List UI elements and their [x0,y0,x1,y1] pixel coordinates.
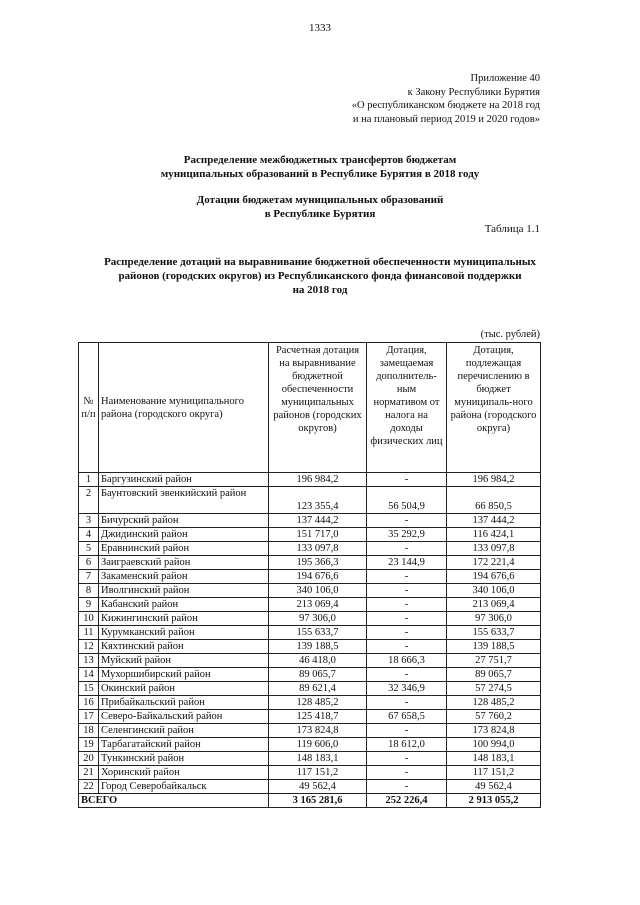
row-replaced-subsidy: - [367,696,447,710]
row-estimated-subsidy: 117 151,2 [269,766,367,780]
table-body [79,473,541,794]
total-label: ВСЕГО [79,794,269,808]
table-row [79,528,541,542]
row-estimated-subsidy: 128 485,2 [269,696,367,710]
row-number: 15 [79,682,99,696]
row-estimated-subsidy: 148 183,1 [269,752,367,766]
table-row [79,598,541,612]
table-header-row [79,343,541,473]
table-row [79,487,541,514]
total-row [79,794,541,808]
row-replaced-subsidy: - [367,612,447,626]
table-row [79,668,541,682]
table-row [79,654,541,668]
appendix-reference [352,72,540,126]
row-number: 17 [79,710,99,724]
row-municipality-name: Кяхтинский район [99,640,269,654]
row-transfer-subsidy: 49 562,4 [447,780,541,794]
row-municipality-name: Иволгинский район [99,584,269,598]
table-title [70,255,570,297]
row-number: 1 [79,473,99,487]
row-estimated-subsidy: 89 621,4 [269,682,367,696]
row-number: 12 [79,640,99,654]
heading-line: Дотации бюджетам муниципальных образований [196,194,444,206]
table-row [79,640,541,654]
appendix-line: и на плановый период 2019 и 2020 годов» [352,113,540,125]
row-number: 9 [79,598,99,612]
units-label: (тыс. рублей) [480,329,540,340]
row-replaced-subsidy: - [367,626,447,640]
row-municipality-name: Джидинский район [99,528,269,542]
row-municipality-name: Кижингинский район [99,612,269,626]
header-estimated-subsidy: Расчетная дотация на выравнивание бюджетной обеспеченности муниципальных районов (городских округов) [269,343,367,473]
row-transfer-subsidy: 133 097,8 [447,542,541,556]
row-municipality-name: Тункинский район [99,752,269,766]
appendix-line: к Закону Республики Бурятия [407,86,540,98]
row-transfer-subsidy: 196 984,2 [447,473,541,487]
row-municipality-name: Баунтовский эвенкийский район [99,487,269,514]
table-row [79,514,541,528]
row-number: 6 [79,556,99,570]
row-number: 18 [79,724,99,738]
row-replaced-subsidy: 35 292,9 [367,528,447,542]
row-number: 20 [79,752,99,766]
row-transfer-subsidy: 194 676,6 [447,570,541,584]
row-transfer-subsidy: 148 183,1 [447,752,541,766]
row-transfer-subsidy: 89 065,7 [447,668,541,682]
row-number: 11 [79,626,99,640]
row-replaced-subsidy: - [367,584,447,598]
total-transfer: 2 913 055,2 [447,794,541,808]
row-estimated-subsidy: 49 562,4 [269,780,367,794]
row-municipality-name: Прибайкальский район [99,696,269,710]
row-municipality-name: Тарбагатайский район [99,738,269,752]
table-row [79,542,541,556]
row-estimated-subsidy: 196 984,2 [269,473,367,487]
row-replaced-subsidy: - [367,640,447,654]
row-municipality-name: Муйский район [99,654,269,668]
row-estimated-subsidy: 89 065,7 [269,668,367,682]
table-row [79,556,541,570]
appendix-line: «О республиканском бюджете на 2018 год [351,100,540,111]
appendix-line: Приложение 40 [470,73,540,84]
row-replaced-subsidy: - [367,724,447,738]
row-estimated-subsidy: 137 444,2 [269,514,367,528]
row-transfer-subsidy: 100 994,0 [447,738,541,752]
row-transfer-subsidy: 155 633,7 [447,626,541,640]
row-transfer-subsidy: 27 751,7 [447,654,541,668]
row-replaced-subsidy: 23 144,9 [367,556,447,570]
row-replaced-subsidy: - [367,598,447,612]
row-transfer-subsidy: 57 274,5 [447,682,541,696]
row-estimated-subsidy: 194 676,6 [269,570,367,584]
row-replaced-subsidy: - [367,780,447,794]
row-municipality-name: Город Северобайкальск [99,780,269,794]
heading-line: Распределение дотаций на выравнивание бюджетной обеспеченности муниципальных [104,256,536,268]
row-municipality-name: Кабанский район [99,598,269,612]
row-estimated-subsidy: 133 097,8 [269,542,367,556]
row-municipality-name: Селенгинский район [99,724,269,738]
row-number: 16 [79,696,99,710]
row-transfer-subsidy: 97 306,0 [447,612,541,626]
total-replaced: 252 226,4 [367,794,447,808]
row-estimated-subsidy: 340 106,0 [269,584,367,598]
row-estimated-subsidy: 46 418,0 [269,654,367,668]
table-row [79,710,541,724]
row-replaced-subsidy: - [367,542,447,556]
row-replaced-subsidy: 56 504,9 [367,487,447,514]
row-replaced-subsidy: - [367,570,447,584]
table-row [79,570,541,584]
row-number: 7 [79,570,99,584]
row-transfer-subsidy: 116 424,1 [447,528,541,542]
row-transfer-subsidy: 172 221,4 [447,556,541,570]
heading-line: на 2018 год [292,284,348,296]
heading-line: в Республике Бурятия [264,208,376,220]
row-estimated-subsidy: 151 717,0 [269,528,367,542]
row-municipality-name: Заиграевский район [99,556,269,570]
row-number: 19 [79,738,99,752]
table-row [79,584,541,598]
row-transfer-subsidy: 139 188,5 [447,640,541,654]
row-transfer-subsidy: 117 151,2 [447,766,541,780]
main-heading [70,153,570,181]
row-replaced-subsidy: - [367,766,447,780]
subsidy-table [78,342,541,808]
row-municipality-name: Мухоршибирский район [99,668,269,682]
table-row [79,473,541,487]
table-row [79,612,541,626]
row-transfer-subsidy: 137 444,2 [447,514,541,528]
row-municipality-name: Хоринский район [99,766,269,780]
row-estimated-subsidy: 139 188,5 [269,640,367,654]
heading-line: муниципальных образований в Республике Бурятия в 2018 году [160,168,480,180]
row-transfer-subsidy: 128 485,2 [447,696,541,710]
header-transfer-subsidy: Дотация, подлежащая перечислению в бюджет муниципаль-ного района (городского округа) [447,343,541,473]
table-row [79,724,541,738]
page-number: 1333 [309,22,331,34]
row-municipality-name: Баргузинский район [99,473,269,487]
row-municipality-name: Курумканский район [99,626,269,640]
row-estimated-subsidy: 119 606,0 [269,738,367,752]
row-replaced-subsidy: 18 666,3 [367,654,447,668]
row-transfer-subsidy: 57 760,2 [447,710,541,724]
row-replaced-subsidy: - [367,752,447,766]
row-replaced-subsidy: 67 658,5 [367,710,447,724]
row-replaced-subsidy: - [367,473,447,487]
row-number: 13 [79,654,99,668]
row-estimated-subsidy: 123 355,4 [269,487,367,514]
row-replaced-subsidy: 18 612,0 [367,738,447,752]
header-replaced-subsidy: Дотация, замещаемая дополнитель-ным нормативом от налога на доходы физических лиц [367,343,447,473]
row-number: 8 [79,584,99,598]
row-municipality-name: Бичурский район [99,514,269,528]
table-row [79,626,541,640]
row-replaced-subsidy: - [367,514,447,528]
row-replaced-subsidy: 32 346,9 [367,682,447,696]
total-estimated: 3 165 281,6 [269,794,367,808]
row-transfer-subsidy: 213 069,4 [447,598,541,612]
header-name: Наименование муниципального района (городского округа) [99,343,269,473]
row-estimated-subsidy: 155 633,7 [269,626,367,640]
row-number: 3 [79,514,99,528]
row-number: 4 [79,528,99,542]
row-transfer-subsidy: 173 824,8 [447,724,541,738]
table-row [79,780,541,794]
table-row [79,682,541,696]
row-municipality-name: Северо-Байкальский район [99,710,269,724]
row-municipality-name: Еравнинский район [99,542,269,556]
row-number: 22 [79,780,99,794]
table-row [79,738,541,752]
header-num: № п/п [79,343,99,473]
row-estimated-subsidy: 173 824,8 [269,724,367,738]
row-municipality-name: Окинский район [99,682,269,696]
table-row [79,752,541,766]
row-transfer-subsidy: 340 106,0 [447,584,541,598]
heading-line: Распределение межбюджетных трансфертов бюджетам [183,154,457,166]
row-estimated-subsidy: 97 306,0 [269,612,367,626]
row-number: 2 [79,487,99,514]
row-number: 10 [79,612,99,626]
heading-line: районов (городских округов) из Республиканского фонда финансовой поддержки [118,270,522,282]
table-row [79,696,541,710]
row-number: 21 [79,766,99,780]
row-replaced-subsidy: - [367,668,447,682]
row-estimated-subsidy: 213 069,4 [269,598,367,612]
row-number: 5 [79,542,99,556]
row-estimated-subsidy: 195 366,3 [269,556,367,570]
table-label: Таблица 1.1 [484,223,540,235]
row-municipality-name: Закаменский район [99,570,269,584]
row-estimated-subsidy: 125 418,7 [269,710,367,724]
row-number: 14 [79,668,99,682]
table-row [79,766,541,780]
sub-heading [70,193,570,221]
row-transfer-subsidy: 66 850,5 [447,487,541,514]
